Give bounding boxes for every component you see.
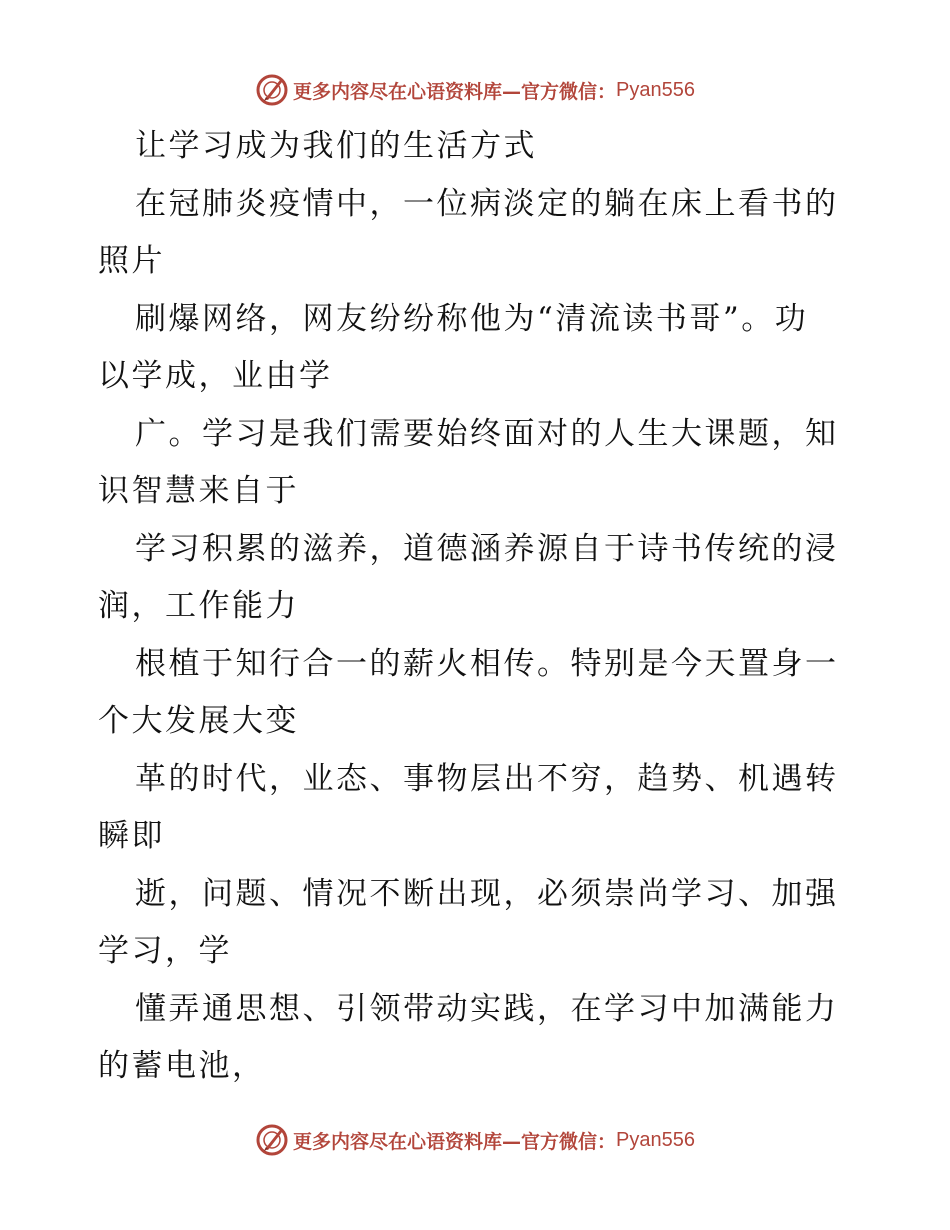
footer-banner-wechat-id: Pyan556 — [616, 1128, 695, 1151]
footer-banner-text: 更多内容尽在心语资料库—官方微信： — [293, 1130, 617, 1153]
text-line: 逝，问题、情况不断出现，必须崇尚学习、加强 — [135, 875, 839, 912]
text-line: 根植于知行合一的薪火相传。特别是今天置身一 — [135, 645, 839, 682]
quill-pen-logo-icon — [255, 1123, 289, 1157]
text-line: 学习，学 — [98, 933, 232, 969]
text-line: 让学习成为我们的生活方式 — [135, 128, 537, 164]
header-banner — [0, 70, 950, 110]
text-line: 广。学习是我们需要始终面对的人生大课题，知 — [135, 415, 839, 452]
text-line: 润，工作能力 — [98, 588, 299, 624]
text-line: 刷爆网络，网友纷纷称他为“清流读书哥”。功 — [135, 300, 809, 337]
quill-pen-logo-icon — [255, 73, 289, 107]
text-line: 瞬即 — [98, 818, 165, 854]
text-line: 识智慧来自于 — [98, 473, 299, 509]
header-banner-wechat-id: Pyan556 — [616, 78, 695, 101]
text-line: 在冠肺炎疫情中，一位病淡定的躺在床上看书的 — [135, 185, 839, 222]
text-line: 学习积累的滋养，道德涵养源自于诗书传统的浸 — [135, 530, 839, 567]
text-line: 的蓄电池， — [98, 1048, 266, 1084]
text-line: 革的时代，业态、事物层出不穷，趋势、机遇转 — [135, 760, 839, 797]
footer-banner — [0, 1120, 950, 1160]
text-line: 照片 — [98, 243, 165, 279]
text-line: 以学成，业由学 — [98, 358, 333, 394]
document-body — [98, 118, 858, 1096]
text-line: 个大发展大变 — [98, 703, 299, 739]
text-line: 懂弄通思想、引领带动实践，在学习中加满能力 — [135, 990, 839, 1027]
header-banner-text: 更多内容尽在心语资料库—官方微信： — [293, 80, 617, 103]
